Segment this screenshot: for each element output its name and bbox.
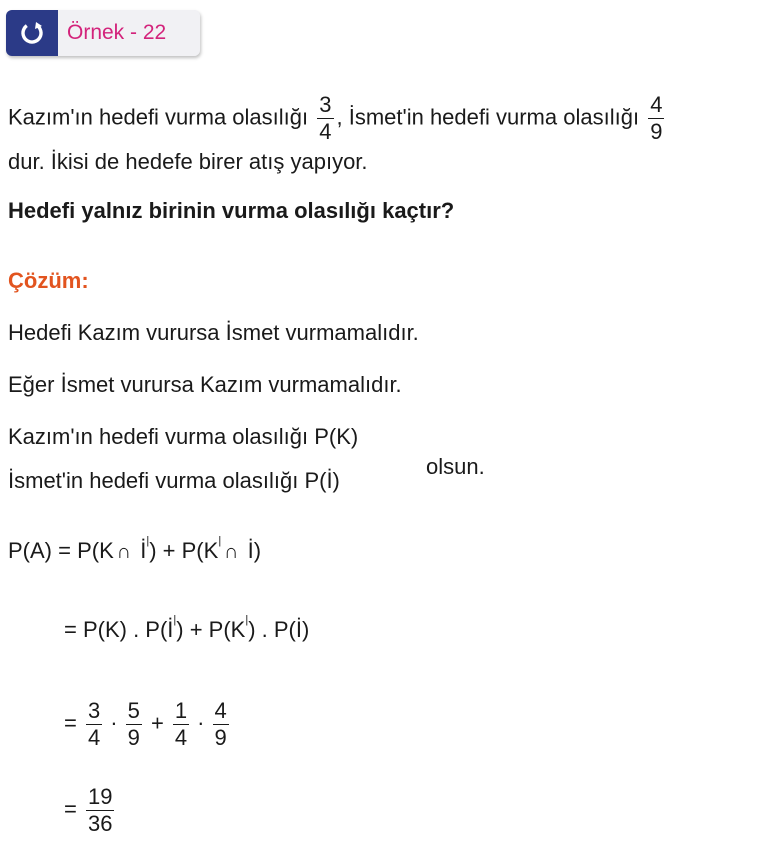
equation-3 (64, 700, 232, 749)
fraction-denominator: 9 (650, 119, 663, 144)
fraction-denominator: 36 (87, 811, 113, 836)
refresh-circle-icon (6, 10, 58, 56)
complement-mark: | (245, 614, 249, 626)
fraction-numerator: 3 (319, 92, 332, 117)
fraction-denominator: 9 (127, 725, 140, 750)
solution-heading: Çözüm: (8, 268, 89, 293)
solution-line-4: İsmet'in hedefi vurma olasılığı P(İ) (8, 468, 340, 493)
example-label: Örnek - 22 (58, 10, 200, 56)
fraction-numerator: 1 (174, 698, 188, 723)
equation-2 (64, 614, 310, 643)
eq1-term-2: İ (134, 538, 147, 563)
solution-line-1: Hedefi Kazım vurursa İsmet vurmamalıdır. (8, 320, 419, 345)
intersection-symbol: ∩ (116, 541, 132, 563)
fraction-kazim (317, 94, 333, 143)
multiply-dot: · (197, 710, 205, 736)
problem-line-2: dur. İkisi de hedefe birer atış yapıyor. (8, 149, 368, 174)
eq1-lhs: P(A) = (8, 538, 78, 563)
fraction-ismet (648, 94, 664, 143)
problem-text-b: , İsmet'in hedefi vurma olasılığı (336, 104, 640, 130)
multiply-dot: · (110, 710, 118, 736)
equals-sign: = (64, 796, 77, 822)
complement-mark: | (146, 535, 150, 547)
fraction-denominator: 4 (319, 119, 332, 144)
eq1-term-4: İ) (241, 538, 262, 563)
intersection-symbol: ∩ (224, 541, 239, 563)
problem-line-1 (8, 94, 667, 143)
question: Hedefi yalnız birinin vurma olasılığı kaçtır? (8, 198, 455, 223)
equation-1 (8, 535, 262, 564)
solution-olsun: olsun. (426, 454, 485, 479)
plus-sign: + (150, 710, 164, 736)
complement-mark: | (173, 614, 177, 626)
fraction-denominator: 4 (174, 725, 188, 750)
eq2-part-c: ) . P(İ) (248, 617, 310, 642)
eq1-term-3: ) + P(K (149, 538, 219, 563)
fraction-numerator: 3 (87, 698, 101, 723)
fraction (173, 700, 189, 749)
example-badge (6, 10, 200, 56)
fraction (213, 700, 229, 749)
complement-mark: | (218, 535, 222, 547)
problem-text-a: Kazım'ın hedefi vurma olasılığı (8, 104, 309, 130)
fraction-numerator: 4 (214, 698, 227, 723)
eq2-part-a: = P(K) . P(İ (64, 617, 174, 642)
equals-sign: = (64, 710, 77, 736)
fraction-numerator: 5 (127, 698, 140, 723)
solution-line-3: Kazım'ın hedefi vurma olasılığı P(K) (8, 424, 359, 449)
fraction-numerator: 4 (650, 92, 663, 117)
eq2-part-b: ) + P(K (176, 617, 246, 642)
fraction-denominator: 9 (214, 725, 227, 750)
result-fraction (86, 786, 114, 835)
fraction (86, 700, 102, 749)
fraction (126, 700, 142, 749)
eq1-term-1: P(K (77, 538, 114, 563)
fraction-denominator: 4 (87, 725, 101, 750)
equation-4 (64, 786, 117, 835)
fraction-numerator: 19 (87, 784, 113, 809)
solution-line-2: Eğer İsmet vurursa Kazım vurmamalıdır. (8, 372, 402, 397)
